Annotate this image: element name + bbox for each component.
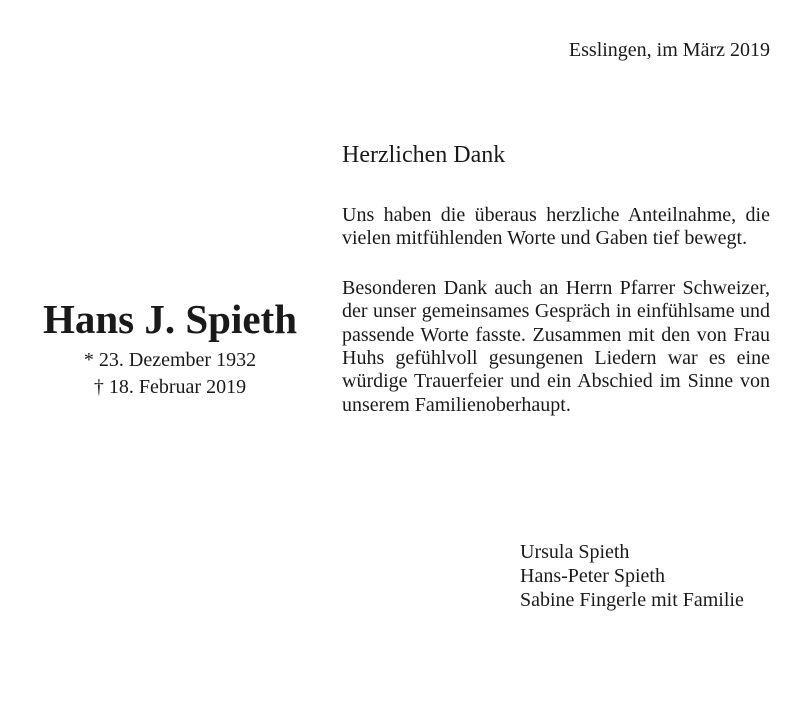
signature-name: Hans-Peter Spieth [520, 565, 665, 587]
birth-date: * 23. Dezember 1932 [83, 349, 257, 371]
signature-name: Ursula Spieth [520, 541, 630, 563]
place-date: Esslingen, im März 2019 [568, 39, 770, 61]
deceased-block [30, 291, 310, 401]
thanks-paragraph: Besonderen Dank auch an Herrn Pfarrer Schweizer, der unser gemeinsames Gespräch in einfühlsame und passende Worte fasste. Zusammen mit den von Frau Huhs gefühlvoll gesungenen Liedern war es eine würdige Trauerfeier und ein Abschied im Sinne von unserem Familienoberhaupt. [342, 276, 770, 416]
death-date: † 18. Februar 2019 [93, 376, 247, 398]
thanks-block [342, 140, 770, 443]
deceased-name: Hans J. Spieth [42, 296, 298, 342]
signature-name: Sabine Fingerle mit Familie [520, 589, 744, 611]
thanks-paragraph: Uns haben die überaus herzliche Anteilnahme, die vielen mitfühlenden Worte und Gaben tief bewegt. [342, 204, 770, 250]
signature-block [520, 540, 744, 612]
thanks-heading: Herzlichen Dank [342, 142, 506, 168]
